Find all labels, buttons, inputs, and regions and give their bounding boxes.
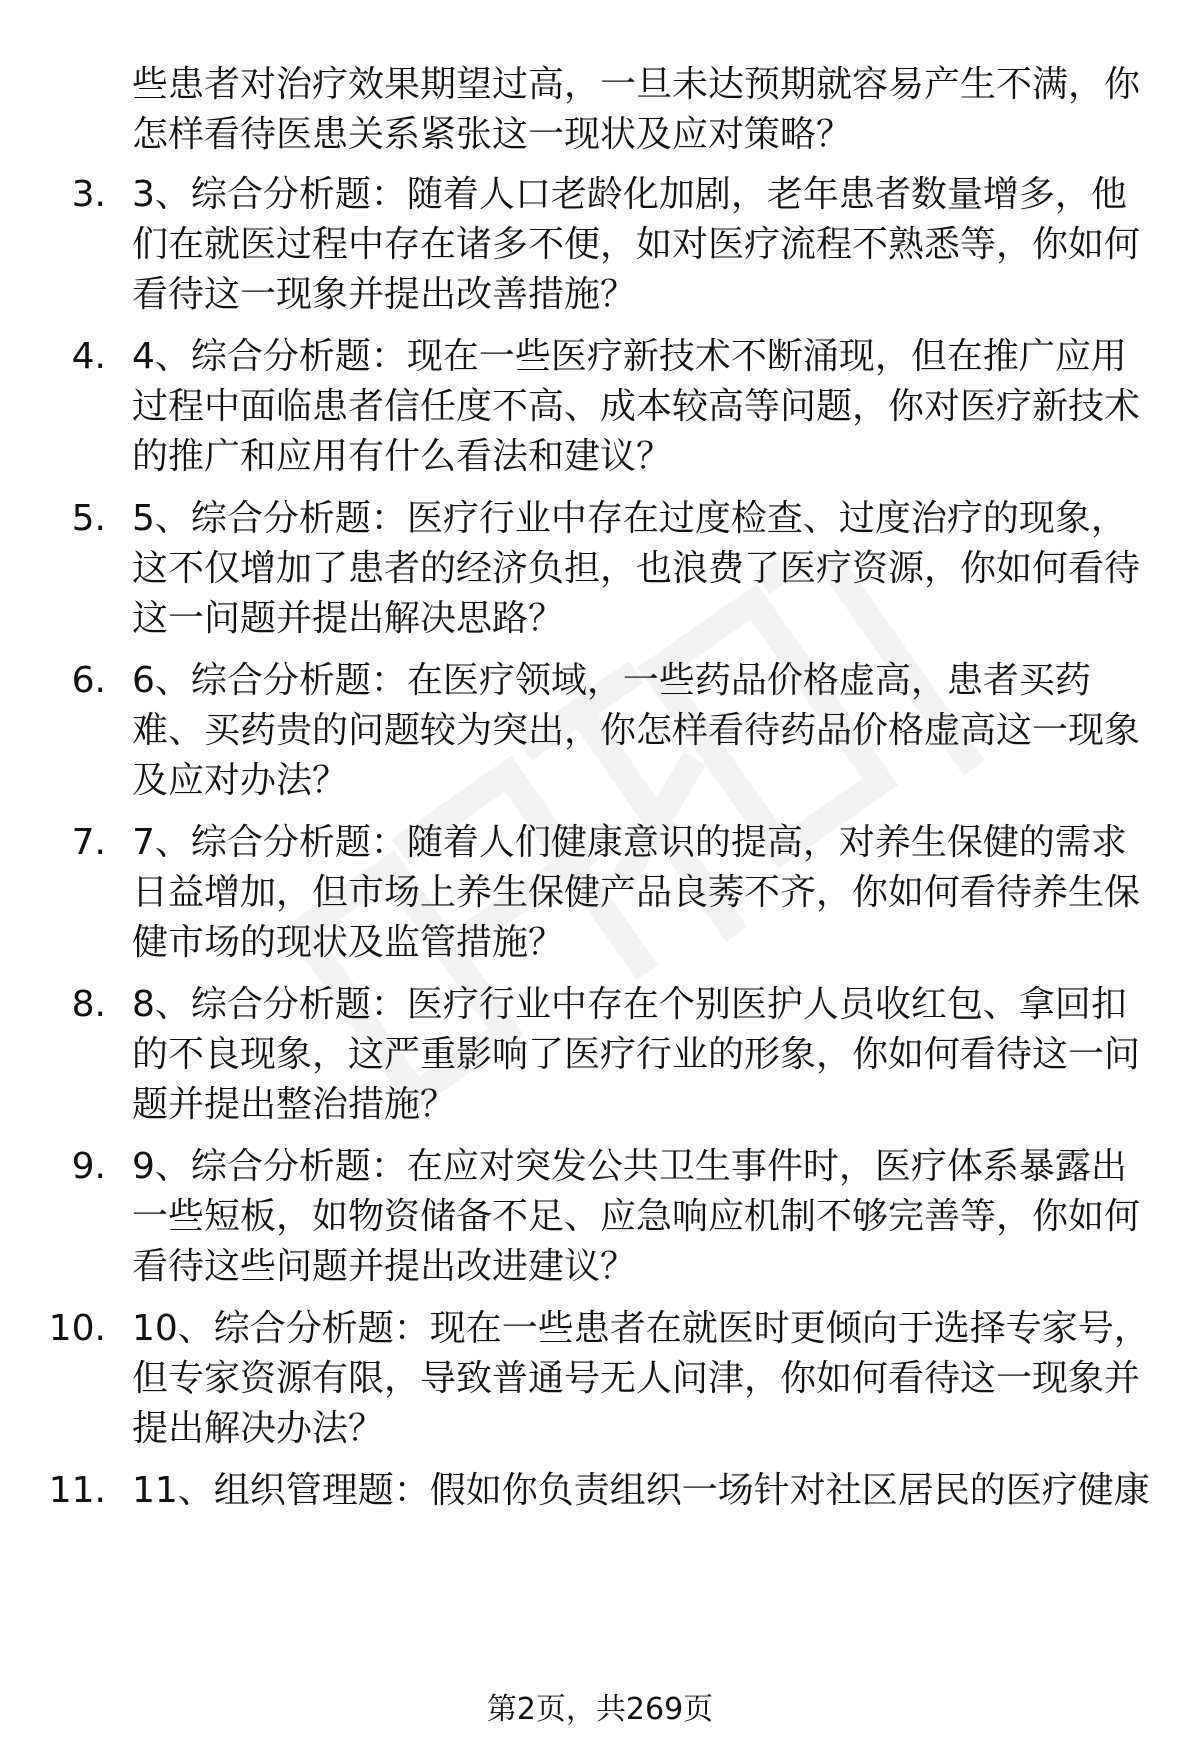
item-number: 9. <box>71 1146 106 1187</box>
item-number: 8. <box>71 984 106 1025</box>
item-text: 9、综合分析题：在应对突发公共卫生事件时，医疗体系暴露出一些短板，如物资储备不足、应急响应机制不够完善等，你如何看待这些问题并提出改进建议？ <box>132 1146 1141 1287</box>
item-number: 10. <box>48 1308 106 1349</box>
continuation-text: 些患者对治疗效果期望过高，一旦未达预期就容易产生不满，你怎样看待医患关系紧张这一现状及应对策略？ <box>132 64 1141 155</box>
item-text: 5、综合分析题：医疗行业中存在过度检查、过度治疗的现象，这不仅增加了患者的经济负担，也浪费了医疗资源，你如何看待这一问题并提出解决思路？ <box>132 498 1141 639</box>
item-text: 7、综合分析题：随着人们健康意识的提高，对养生保健的需求日益增加，但市场上养生保健产品良莠不齐，你如何看待养生保健市场的现状及监管措施？ <box>132 822 1141 963</box>
item-text: 4、综合分析题：现在一些医疗新技术不断涌现，但在推广应用过程中面临患者信任度不高、成本较高等问题，你对医疗新技术的推广和应用有什么看法和建议？ <box>132 336 1141 477</box>
item-number: 4. <box>71 336 106 377</box>
item-number: 11. <box>48 1470 106 1511</box>
item-number: 3. <box>71 174 106 215</box>
item-text: 8、综合分析题：医疗行业中存在个别医护人员收红包、拿回扣的不良现象，这严重影响了医疗行业的形象，你如何看待这一问题并提出整治措施？ <box>132 984 1141 1125</box>
item-number: 6. <box>71 660 106 701</box>
item-text: 10、综合分析题：现在一些患者在就医时更倾向于选择专家号，但专家资源有限，导致普通号无人问津，你如何看待这一现象并提出解决办法？ <box>132 1308 1150 1449</box>
item-number: 7. <box>71 822 106 863</box>
item-number: 5. <box>71 498 106 539</box>
item-text: 11、组织管理题：假如你负责组织一场针对社区居民的医疗健康 <box>132 1470 1150 1511</box>
item-text: 3、综合分析题：随着人口老龄化加剧，老年患者数量增多，他们在就医过程中存在诸多不便，如对医疗流程不熟悉等，你如何看待这一现象并提出改善措施？ <box>132 174 1141 315</box>
item-text: 6、综合分析题：在医疗领域，一些药品价格虚高，患者买药难、买药贵的问题较为突出，你怎样看待药品价格虚高这一现象及应对办法？ <box>132 660 1141 801</box>
page-footer: 第2页，共269页 <box>486 1692 714 1727</box>
